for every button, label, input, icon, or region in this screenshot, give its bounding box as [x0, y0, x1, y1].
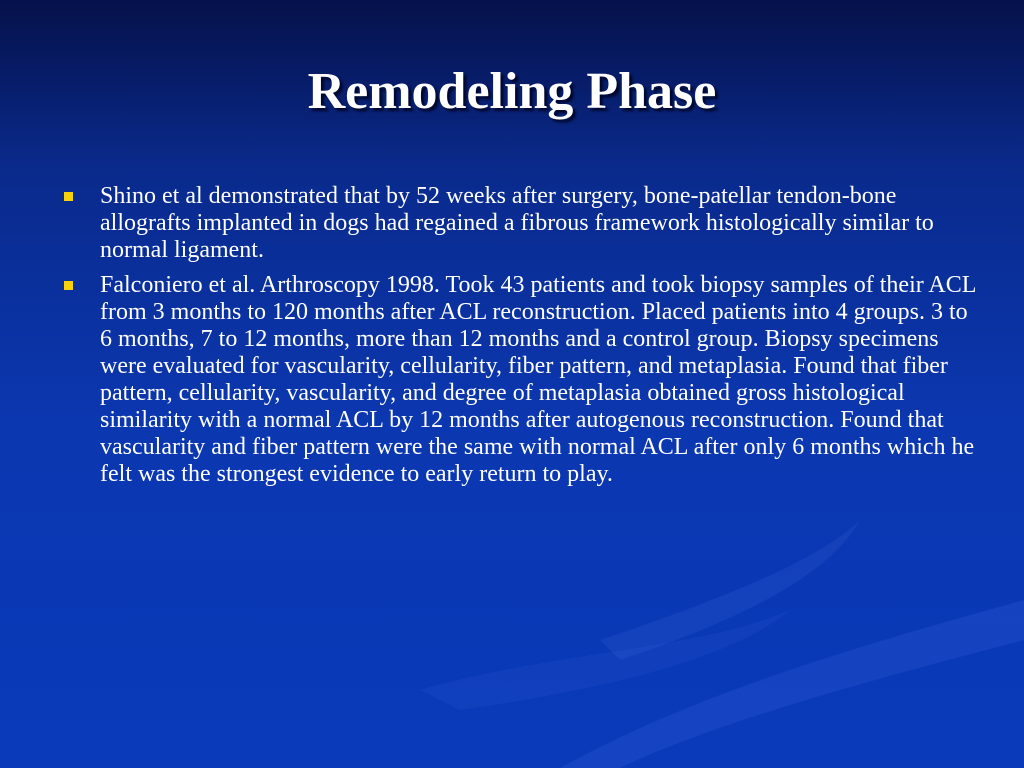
bullet-text: Shino et al demonstrated that by 52 weeks after surgery, bone-patellar tendon-bone allografts implanted in dogs had regained a fibrous framework histologically similar to normal ligament.: [100, 183, 934, 263]
list-item: [62, 183, 982, 264]
slide-title: Remodeling Phase: [307, 63, 717, 120]
square-bullet-icon: [64, 192, 73, 201]
bullet-text: Falconiero et al. Arthroscopy 1998. Took 43 patients and took biopsy samples of their ACL from 3 months to 120 months after ACL reconstruction. Placed patients into 4 groups. 3 to 6 months, 7 to 12 months, more than 12 months and a control group. Biopsy specimens were evaluated for vascularity, cellularity, fiber pattern, and metaplasia. Found that fiber pattern, cellularity, vascularity, and degree of metaplasia obtained gross histological similarity with a normal ACL by 12 months after autogenous reconstruction. Found that vascularity and fiber pattern were the same with normal ACL after only 6 months which he felt was the strongest evidence to early return to play.: [100, 272, 976, 487]
list-item: [62, 272, 982, 488]
square-bullet-icon: [64, 281, 73, 290]
bullet-list: [62, 183, 982, 496]
